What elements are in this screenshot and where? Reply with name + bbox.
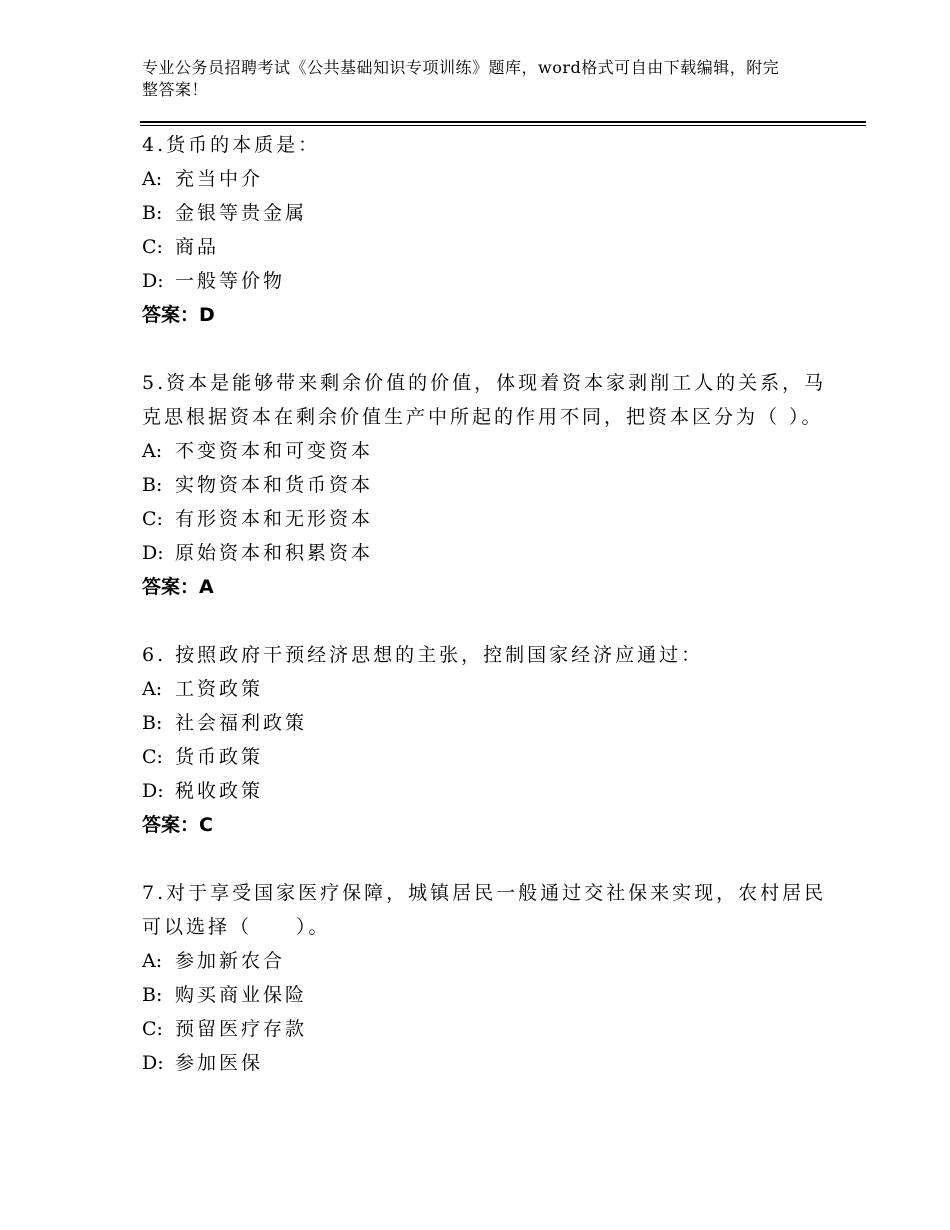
option-b (142, 706, 842, 740)
option-letter: B: (142, 202, 163, 224)
option-d (142, 774, 842, 808)
question-7 (142, 876, 842, 1080)
option-letter: A: (142, 440, 163, 462)
document-header: 专业公务员招聘考试《公共基础知识专项训练》题库，word格式可自由下载编辑，附完整答案！ (142, 58, 780, 99)
option-text: 工资政策 (175, 678, 264, 700)
option-letter: B: (142, 474, 163, 496)
question-6 (142, 638, 842, 842)
option-text: 有形资本和无形资本 (175, 508, 374, 530)
option-letter: A: (142, 168, 163, 190)
header-rule-thin (140, 125, 866, 126)
question-stem: 6. 按照政府干预经济思想的主张，控制国家经济应通过： (142, 644, 704, 666)
option-letter: D: (142, 780, 164, 802)
option-c (142, 230, 842, 264)
option-letter: C: (142, 236, 163, 258)
option-b (142, 978, 842, 1012)
option-text: 充当中介 (175, 168, 264, 190)
question-stem: 7.对于享受国家医疗保障，城镇居民一般通过交社保来实现，农村居民可以选择（ ）。 (142, 882, 827, 938)
question-list (142, 128, 842, 1114)
option-b (142, 468, 842, 502)
option-letter: C: (142, 1018, 163, 1040)
option-letter: C: (142, 508, 163, 530)
option-d (142, 1046, 842, 1080)
option-text: 原始资本和积累资本 (175, 542, 374, 564)
option-text: 参加新农合 (175, 950, 286, 972)
option-a (142, 162, 842, 196)
option-text: 货币政策 (175, 746, 264, 768)
option-a (142, 434, 842, 468)
option-letter: A: (142, 950, 163, 972)
answer-line: 答案：C (142, 814, 213, 836)
question-stem: 5.资本是能够带来剩余价值的价值，体现着资本家剥削工人的关系，马克思根据资本在剩余价值生产中所起的作用不同，把资本区分为（ ）。 (142, 372, 827, 428)
option-c (142, 1012, 842, 1046)
option-text: 税收政策 (175, 780, 264, 802)
option-a (142, 672, 842, 706)
option-c (142, 502, 842, 536)
option-text: 实物资本和货币资本 (175, 474, 374, 496)
option-letter: C: (142, 746, 163, 768)
option-a (142, 944, 842, 978)
option-d (142, 264, 842, 298)
option-text: 预留医疗存款 (175, 1018, 308, 1040)
option-text: 参加医保 (175, 1052, 264, 1074)
option-b (142, 196, 842, 230)
option-letter: D: (142, 1052, 164, 1074)
answer-line: 答案：A (142, 576, 214, 598)
option-letter: D: (142, 270, 164, 292)
option-text: 金银等贵金属 (175, 202, 308, 224)
option-text: 一般等价物 (175, 270, 286, 292)
option-letter: A: (142, 678, 163, 700)
question-5 (142, 366, 842, 604)
header-rule-thick (140, 121, 866, 123)
option-letter: B: (142, 712, 163, 734)
option-letter: B: (142, 984, 163, 1006)
option-text: 购买商业保险 (175, 984, 308, 1006)
option-d (142, 536, 842, 570)
question-stem: 4.货币的本质是： (142, 134, 321, 156)
option-text: 商品 (175, 236, 220, 258)
option-text: 社会福利政策 (175, 712, 308, 734)
option-c (142, 740, 842, 774)
answer-line: 答案：D (142, 304, 215, 326)
option-letter: D: (142, 542, 164, 564)
option-text: 不变资本和可变资本 (175, 440, 374, 462)
question-4 (142, 128, 842, 332)
